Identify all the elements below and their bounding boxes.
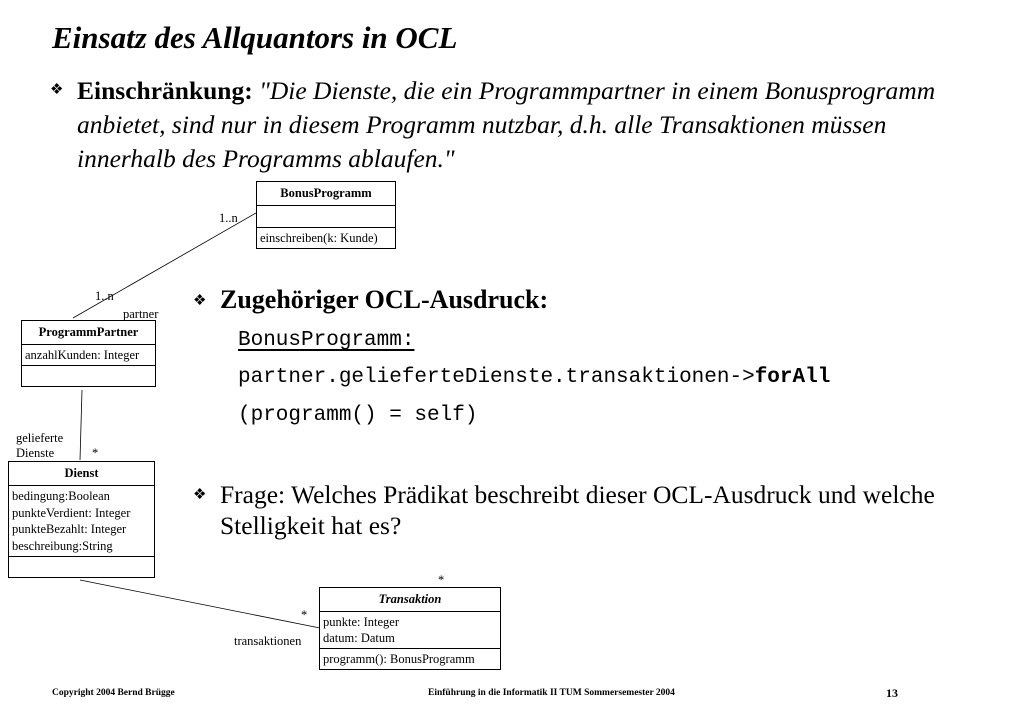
page-number: 13 — [886, 686, 898, 700]
ocl-keyword: forAll — [754, 366, 831, 389]
class-name: BonusProgramm — [280, 186, 372, 200]
ocl-predicate-line: (programm() = self) — [238, 404, 478, 427]
slide-title: Einsatz des Allquantors in OCL — [52, 20, 458, 55]
uml-class-dienst — [8, 461, 155, 578]
bullet-icon: ❖ — [193, 293, 207, 309]
ocl-expression-line — [238, 366, 830, 389]
assoc-dienst-transaktion — [80, 580, 320, 628]
attribute: datum: Datum — [323, 631, 395, 645]
uml-class-bonusprogramm — [256, 181, 396, 249]
footer-course: Einführung in die Informatik II TUM Sommersemester 2004 — [428, 688, 675, 698]
assoc-partner-dienst — [80, 390, 82, 460]
class-name: ProgrammPartner — [38, 325, 139, 339]
class-operations — [9, 556, 154, 577]
role-label: partner — [123, 307, 159, 321]
class-operations: einschreiben(k: Kunde) — [257, 227, 395, 248]
class-attributes — [320, 611, 500, 648]
attribute: bedingung:Boolean — [12, 489, 110, 503]
footer-copyright: Copyright 2004 Bernd Brügge — [52, 688, 175, 698]
question-text: Frage: Welches Prädikat beschreibt dieser OCL-Ausdruck und welche Stelligkeit hat es? — [220, 480, 935, 540]
class-operations — [22, 365, 155, 386]
class-attributes — [9, 485, 154, 556]
ocl-navigation: partner.gelieferteDienste.transaktionen-> — [238, 366, 755, 389]
attribute: punkteBezahlt: Integer — [12, 522, 127, 536]
ocl-context-line: BonusProgramm: — [238, 329, 415, 352]
class-operations: programm(): BonusProgramm — [320, 648, 500, 669]
role-label: Dienste — [16, 446, 55, 460]
attribute: punkte: Integer — [323, 615, 400, 629]
uml-class-transaktion — [319, 587, 501, 670]
ocl-heading: Zugehöriger OCL-Ausdruck: — [220, 285, 549, 314]
multiplicity-label: * — [301, 608, 308, 622]
role-label: transaktionen — [234, 634, 302, 648]
restriction-quote: "Die Dienste, die ein Programmpartner in einem Bonusprogramm anbietet, sind nur in diesem Programm nutzbar, d.h. alle Transaktionen müssen innerhalb des Programms ablaufen." — [77, 76, 936, 173]
bullet-icon: ❖ — [50, 82, 64, 98]
attribute: punkteVerdient: Integer — [12, 505, 131, 520]
class-attributes — [257, 205, 395, 227]
multiplicity-label: 1..n — [219, 211, 238, 225]
bullet-icon: ❖ — [193, 487, 207, 503]
uml-class-programmpartner — [21, 320, 156, 387]
class-name: Transaktion — [378, 592, 442, 606]
role-label: gelieferte — [16, 431, 64, 445]
attribute: beschreibung:String — [12, 538, 113, 553]
class-attributes: anzahlKunden: Integer — [22, 344, 155, 365]
multiplicity-label: 1..n — [95, 289, 114, 303]
multiplicity-label: * — [92, 446, 99, 460]
multiplicity-label: * — [438, 573, 445, 587]
class-name: Dienst — [64, 466, 99, 480]
restriction-label: Einschränkung: — [77, 76, 253, 105]
